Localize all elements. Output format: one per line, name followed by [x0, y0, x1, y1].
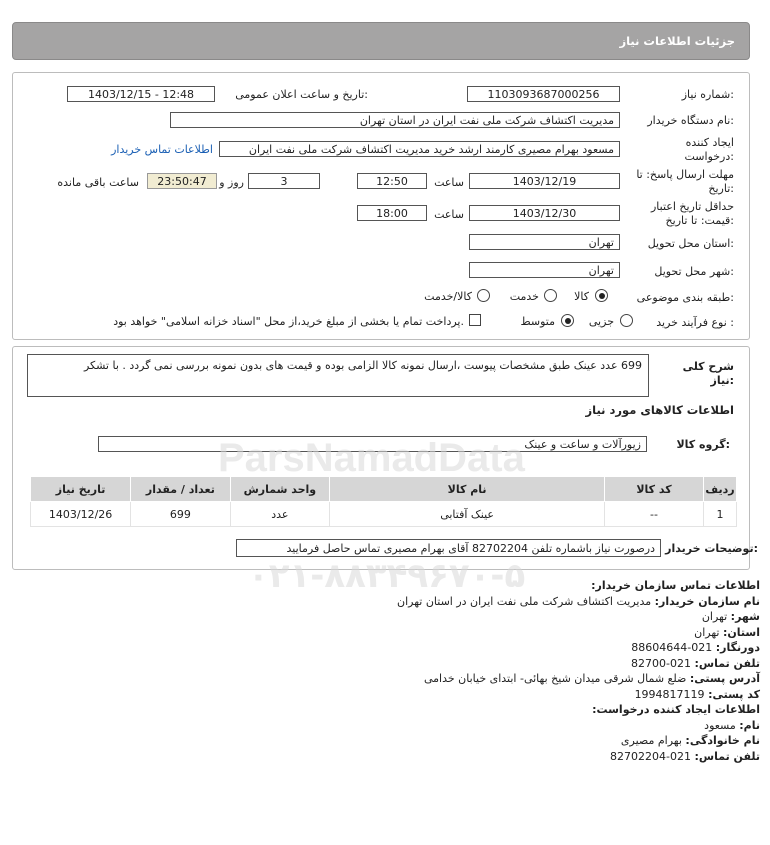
creator-phone-value: 021-82702204 — [610, 749, 692, 763]
creator-last-line: نام خانوادگی: بهرام مصیری — [620, 734, 760, 747]
category-option-goods: کالا — [574, 290, 589, 303]
city-label: شهر محل تحویل: — [654, 265, 734, 278]
cell-goods-code: -- — [605, 502, 704, 527]
creator-last-value: بهرام مصیری — [620, 734, 682, 747]
validity-label: حداقل تاریخ اعتبار قیمت: تا تاریخ: — [650, 200, 734, 227]
buyer-notes-field: درصورت نیاز باشماره تلفن 82702204 آقای بهرام مصیری تماس حاصل فرمایید — [236, 539, 661, 557]
page-header — [12, 22, 750, 60]
contact-province-line: استان: تهران — [694, 625, 760, 639]
contact-fax-line: دورنگار: 021-88604644 — [631, 641, 760, 654]
validity-time-field[interactable]: 18:00 — [357, 205, 427, 221]
contact-address-line: آدرس پستی: ضلع شمال شرقی میدان شیخ بهائی- ابتدای خیابان خدامی — [423, 672, 760, 685]
goods-table — [30, 476, 737, 527]
category-label: طبقه بندی موضوعی: — [636, 291, 734, 304]
goods-section-title: اطلاعات کالاهای مورد نیاز — [585, 403, 734, 417]
contact-province-value: تهران — [694, 625, 720, 639]
cell-need-date: 1403/12/26 — [31, 502, 131, 527]
creator-label: ایجاد کننده درخواست: — [684, 136, 734, 163]
need-number-label: شماره نیاز: — [681, 88, 734, 101]
treasury-payment-note: پرداخت تمام یا بخشی از مبلغ خرید،از محل "اسناد خزانه اسلامی" خواهد بود. — [113, 315, 464, 328]
province-field[interactable]: تهران — [469, 234, 620, 250]
col-unit: واحد شمارش — [230, 477, 330, 502]
creator-info-title: اطلاعات ایجاد کننده درخواست: — [592, 703, 760, 716]
contact-title: اطلاعات تماس سازمان خریدار: — [591, 579, 760, 592]
process-radio-minor[interactable] — [620, 314, 633, 327]
need-summary-box: 699 عدد عینک طبق مشخصات پیوست ،ارسال نمونه کالا الزامی بوده و قیمت های بدون نمونه بررسی نمی گردد . با تشکر — [27, 354, 649, 397]
contact-city-line: شهر: تهران — [701, 610, 760, 623]
contact-phone-line: تلفن تماس: 021-82700 — [631, 656, 760, 670]
remaining-label: ساعت باقی مانده — [57, 176, 139, 189]
need-summary-label: شرح کلی نیاز: — [682, 360, 734, 387]
process-option-minor: جزیی — [588, 315, 614, 328]
goods-group-field[interactable]: زیورآلات و ساعت و عینک — [98, 436, 647, 452]
col-quantity: تعداد / مقدار — [131, 477, 230, 502]
contact-phone-value: 021-82700 — [631, 656, 692, 670]
buyer-contact-link[interactable]: اطلاعات تماس خریدار — [111, 143, 213, 156]
process-label: نوع فرآیند خرید : — [656, 316, 734, 329]
announce-date-label: تاریخ و ساعت اعلان عمومی: — [235, 88, 368, 101]
send-time-field[interactable]: 12:50 — [357, 173, 427, 189]
process-radio-medium[interactable] — [561, 314, 574, 327]
send-date-field[interactable]: 1403/12/19 — [469, 173, 620, 189]
creator-first-line: نام: مسعود — [704, 718, 760, 732]
table-row[interactable] — [31, 502, 737, 527]
province-label: استان محل تحویل: — [647, 237, 734, 250]
treasury-payment-checkbox[interactable] — [469, 314, 481, 326]
city-field[interactable]: تهران — [469, 262, 620, 278]
cell-goods-name: عینک آفتابی — [330, 502, 605, 527]
contact-org-line: نام سازمان خریدار: مدیریت اکتشاف شرکت ملی نفت ایران در استان تهران — [396, 594, 760, 608]
send-time-label: ساعت — [434, 176, 464, 189]
announce-date-field[interactable]: 1403/12/15 - 12:48 — [67, 86, 215, 102]
contact-section — [20, 578, 760, 764]
validity-date-field[interactable]: 1403/12/30 — [469, 205, 620, 221]
category-radio-goods-service[interactable] — [477, 289, 490, 302]
buyer-org-field[interactable]: مدیریت اکتشاف شرکت ملی نفت ایران در استان تهران — [170, 112, 620, 128]
col-goods-name: نام کالا — [330, 477, 605, 502]
validity-time-label: ساعت — [434, 208, 464, 221]
category-option-service: خدمت — [509, 290, 539, 303]
contact-postal-line: کد پستی: 1994817119 — [634, 687, 760, 701]
remaining-time-field: 23:50:47 — [147, 173, 217, 189]
contact-postal-value: 1994817119 — [634, 687, 705, 701]
contact-fax-value: 021-88604644 — [631, 641, 713, 654]
category-radio-service[interactable] — [544, 289, 557, 302]
cell-unit: عدد — [230, 502, 330, 527]
goods-group-label: گروه کالا: — [676, 438, 730, 451]
col-goods-code: کد کالا — [605, 477, 704, 502]
watermark-phone: ۰۲۱-۸۸۳۴۹۶۷۰-۵ — [248, 556, 526, 596]
goods-table-header — [31, 477, 737, 502]
send-deadline-label: مهلت ارسال پاسخ: تا تاریخ: — [636, 168, 734, 195]
creator-field[interactable]: مسعود بهرام مصیری کارمند ارشد خرید مدیریت اکتشاف شرکت ملی نفت ایران — [219, 141, 620, 157]
days-field[interactable]: 3 — [248, 173, 320, 189]
cell-row-number: 1 — [704, 502, 737, 527]
creator-first-value: مسعود — [704, 718, 736, 732]
page-title: جزئیات اطلاعات نیاز — [619, 34, 735, 48]
contact-org-value: مدیریت اکتشاف شرکت ملی نفت ایران در استان تهران — [396, 594, 652, 608]
process-option-medium: متوسط — [520, 315, 555, 328]
category-radio-goods[interactable] — [595, 289, 608, 302]
buyer-notes-label: توضیحات خریدار: — [665, 542, 758, 555]
days-label: روز و — [219, 176, 244, 189]
creator-phone-line: تلفن تماس: 021-82702204 — [610, 749, 760, 763]
contact-address-value: ضلع شمال شرقی میدان شیخ بهائی- ابتدای خیابان خدامی — [423, 672, 687, 685]
cell-quantity: 699 — [131, 502, 230, 527]
contact-city-value: تهران — [701, 610, 728, 623]
col-row-number: ردیف — [704, 477, 737, 502]
col-need-date: تاریخ نیاز — [31, 477, 131, 502]
buyer-org-label: نام دستگاه خریدار: — [647, 114, 734, 127]
watermark-brand: ParsNamadData — [218, 436, 525, 480]
need-number-field[interactable]: 1103093687000256 — [467, 86, 620, 102]
category-option-goods-service: کالا/خدمت — [424, 290, 472, 303]
